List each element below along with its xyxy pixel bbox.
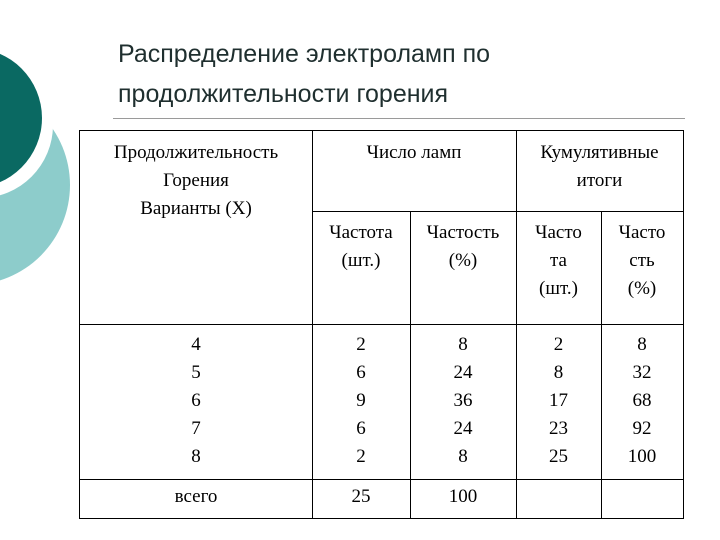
frequency-value: 6 [356,418,366,439]
header-cum-relative-line3: (%) [627,278,657,299]
header-frequency-line1: Частота [329,222,393,243]
title-divider [113,118,685,119]
relative-value: 24 [453,418,473,439]
relative-value: 8 [458,446,468,467]
cum-relative-value: 92 [632,418,652,439]
frequency-value: 2 [356,446,366,467]
header-cum-relative [601,219,683,303]
header-cumulative-line1: Кумулятивные [540,142,659,163]
frequency-value: 6 [356,362,366,383]
page-title-line1: Распределение электроламп по [118,40,491,68]
header-cum-frequency-line2: та [550,250,567,271]
cum-frequency-value: 23 [549,418,568,439]
column-variants [80,331,312,471]
table-hline-header [80,324,683,325]
variant-value: 4 [191,334,201,355]
header-relative-line2: (%) [448,250,478,271]
column-relative [410,331,516,471]
header-frequency [312,219,410,275]
header-cum-relative-line1: Часто [618,222,666,243]
header-variants-line3: Варианты (X) [140,198,252,219]
page-title [118,34,678,114]
cum-frequency-value: 2 [553,334,564,355]
frequency-value: 2 [356,334,366,355]
header-relative-line1: Частость [426,222,500,243]
cum-relative-value: 32 [632,362,652,383]
cum-relative-value: 100 [627,446,657,467]
table-hline-subheader [312,211,683,212]
variant-value: 7 [191,418,201,439]
header-variants-line1: Продолжительность [113,142,279,163]
variant-value: 5 [191,362,201,383]
frequency-value: 9 [356,390,366,411]
header-cumulative-line2: итоги [576,170,623,191]
header-cum-frequency-line3: (шт.) [539,278,578,299]
header-relative [410,219,516,275]
page-title-line2: продолжительности горения [118,80,449,108]
variant-value: 6 [191,390,201,411]
cum-frequency-value: 17 [549,390,568,411]
header-cum-frequency [516,219,601,303]
relative-value: 8 [458,334,468,355]
column-cum-relative [601,331,683,471]
cum-relative-value: 8 [637,334,647,355]
relative-value: 36 [453,390,473,411]
distribution-table [79,130,684,519]
header-frequency-line2: (шт.) [341,250,381,271]
header-cum-relative-line2: сть [629,250,655,271]
column-frequency [312,331,410,471]
header-cumulative [516,139,683,195]
total-label: всего [174,486,218,507]
header-variants [80,139,312,223]
cum-frequency-value: 8 [553,362,564,383]
variant-value: 8 [191,446,201,467]
relative-value: 24 [453,362,473,383]
header-cum-frequency-line1: Часто [535,222,582,243]
cum-relative-value: 68 [632,390,652,411]
column-cum-frequency [516,331,601,471]
header-lamp-count: Число ламп [366,142,462,163]
header-variants-line2: Горения [163,170,229,191]
cum-frequency-value: 25 [549,446,568,467]
total-frequency: 25 [351,486,371,507]
total-relative: 100 [448,486,478,507]
table-hline-total [80,479,683,480]
